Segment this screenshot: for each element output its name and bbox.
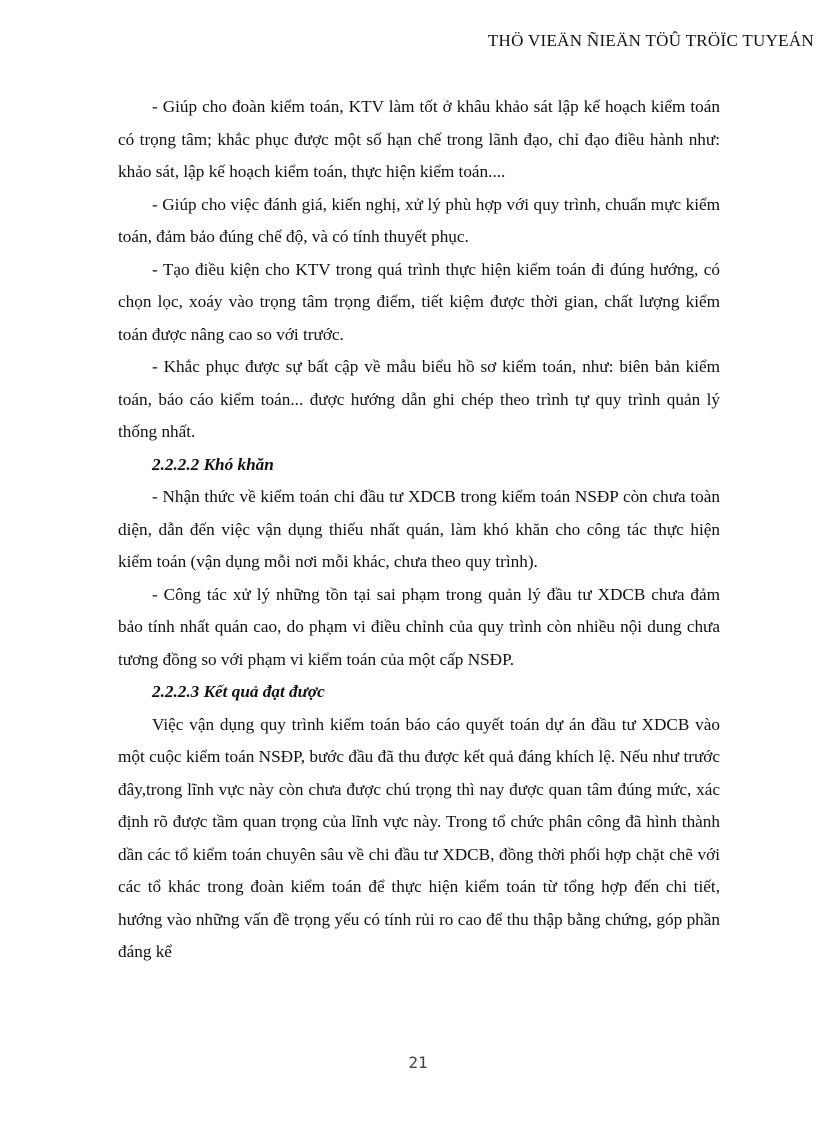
section-heading-results: 2.2.2.3 Kết quả đạt được xyxy=(152,682,325,701)
paragraph-benefit-planning: - Giúp cho đoàn kiểm toán, KTV làm tốt ở khâu khảo sát lập kế hoạch kiểm toán có trọng tâm; khắc phục được một số hạn chế trong lãnh đạo, chỉ đạo điều hành như: khảo sát, lập kế hoạch kiểm toán, thực hiện kiểm toán.... xyxy=(118,97,720,181)
paragraph-benefit-forms: - Khắc phục được sự bất cập về mẫu biểu hồ sơ kiểm toán, như: biên bản kiểm toán, báo cáo kiểm toán... được hướng dẫn ghi chép theo trình tự quy trình quản lý thống nhất. xyxy=(118,357,720,441)
section-heading-difficulties: 2.2.2.2 Khó khăn xyxy=(152,454,274,474)
paragraph-difficulty-handling: - Công tác xử lý những tồn tại sai phạm trong quản lý đầu tư XDCB chưa đảm bảo tính nhất quán cao, do phạm vi điều chỉnh của quy trình còn nhiều nội dung chưa tương đồng so với phạm vi kiểm toán của một cấp NSĐP. xyxy=(118,584,720,669)
paragraph-benefit-evaluation: - Giúp cho việc đánh giá, kiến nghị, xử lý phù hợp với quy trình, chuẩn mực kiểm toán, đảm bảo đúng chế độ, và có tính thuyết phục. xyxy=(118,194,720,246)
page-number: 21 xyxy=(408,1053,428,1072)
paragraph-benefit-direction: - Tạo điều kiện cho KTV trong quá trình thực hiện kiểm toán đi đúng hướng, có chọn lọc, xoáy vào trọng tâm trọng điểm, tiết kiệm được thời gian, chất lượng kiểm toán được nâng cao so với trước. xyxy=(118,259,720,344)
paragraph-difficulty-awareness: - Nhận thức về kiểm toán chi đầu tư XDCB trong kiểm toán NSĐP còn chưa toàn diện, dẫn đến việc vận dụng thiếu nhất quán, làm khó khăn cho công tác thực hiện kiểm toán (vận dụng mỗi nơi mỗi khác, chưa theo quy trình). xyxy=(118,487,720,571)
page-header-title: THÖ VIEÄN ÑIEÄN TÖÛ TRÖÏC TUYEÁN xyxy=(487,31,814,50)
document-body xyxy=(118,91,720,969)
paragraph-results: Việc vận dụng quy trình kiểm toán báo cáo quyết toán dự án đầu tư XDCB vào một cuộc kiểm toán NSĐP, bước đầu đã thu được kết quả đáng khích lệ. Nếu như trước đây,trong lĩnh vực này còn chưa được chú trọng thì nay được quan tâm đúng mức, xác định rõ được tầm quan trọng của lĩnh vực này. Trong tổ chức phân công đã hình thành dần các tổ kiểm toán chuyên sâu về chi đầu tư XDCB, đồng thời phối hợp chặt chẽ với các tổ khác trong đoàn kiểm toán để thực hiện kiểm toán từ tổng hợp đến chi tiết, hướng vào những vấn đề trọng yếu có tính rủi ro cao để thu thập bằng chứng, góp phần đáng kể xyxy=(118,714,720,961)
